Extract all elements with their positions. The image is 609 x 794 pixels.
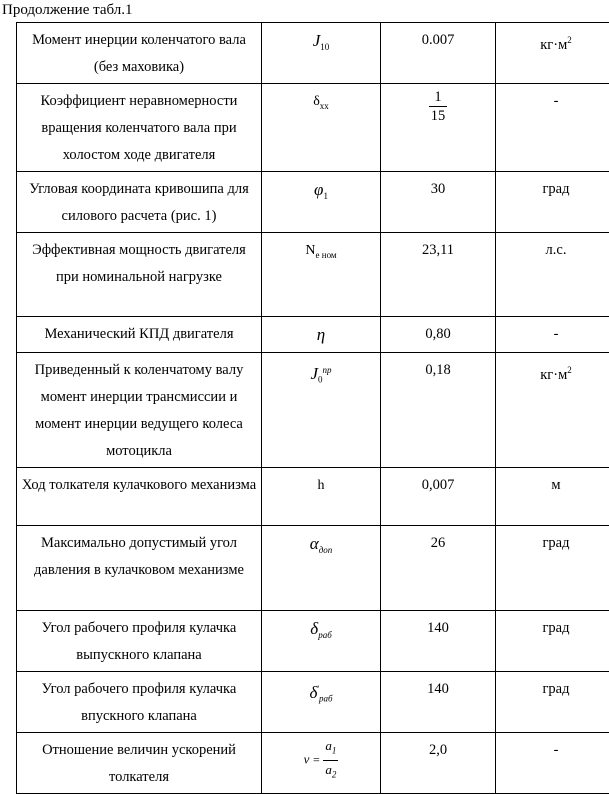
param-symbol: $\delta'_{раб}$ xyxy=(262,672,381,733)
param-unit: град xyxy=(496,611,609,672)
param-symbol: $\delta_{хх}$ xyxy=(262,84,381,172)
param-symbol: $\alpha_{доп}$ xyxy=(262,526,381,611)
param-unit: - xyxy=(496,317,609,353)
param-value xyxy=(381,84,496,172)
param-value: 23,11 xyxy=(381,233,496,317)
param-name: Приведенный к коленчатому валу момент инерции трансмиссии и момент инерции ведущего колеса мотоцикла xyxy=(17,353,262,468)
param-value: 2,0 xyxy=(381,733,496,794)
param-value: 0,80 xyxy=(381,317,496,353)
value-fraction: $\frac{1}{15}$ xyxy=(429,88,448,125)
param-name: Ход толкателя кулачкового механизма xyxy=(17,468,262,526)
param-symbol: h xyxy=(262,468,381,526)
param-name: Коэффициент неравномерности вращения коленчатого вала при холостом ходе двигателя xyxy=(17,84,262,172)
param-value: 0,007 xyxy=(381,468,496,526)
param-unit: - xyxy=(496,733,609,794)
param-unit: - xyxy=(496,84,609,172)
param-name: Максимально допустимый угол давления в кулачковом механизме xyxy=(17,526,262,611)
param-unit: л.с. xyxy=(496,233,609,317)
table-row xyxy=(17,172,609,233)
table-row xyxy=(17,23,609,84)
param-name: Отношение величин ускорений толкателя xyxy=(17,733,262,794)
param-value: 0.007 xyxy=(381,23,496,84)
param-symbol: ν = $\frac{a_1}{a_2}$ xyxy=(262,733,381,794)
param-value: 30 xyxy=(381,172,496,233)
param-symbol: $J_0^{пр}$ xyxy=(262,353,381,468)
table-row xyxy=(17,468,609,526)
table-row xyxy=(17,233,609,317)
param-name: Механический КПД двигателя xyxy=(17,317,262,353)
param-unit: град xyxy=(496,672,609,733)
param-name: Угол рабочего профиля кулачка впускного клапана xyxy=(17,672,262,733)
parameters-table xyxy=(16,22,609,794)
param-symbol: $\delta_{раб}$ xyxy=(262,611,381,672)
table-row xyxy=(17,733,609,794)
table-caption: Продолжение табл.1 xyxy=(2,2,133,19)
table-row xyxy=(17,672,609,733)
param-name: Угол рабочего профиля кулачка выпускного клапана xyxy=(17,611,262,672)
param-name: Угловая координата кривошипа для силового расчета (рис. 1) xyxy=(17,172,262,233)
param-value: 140 xyxy=(381,611,496,672)
table-row xyxy=(17,353,609,468)
param-unit: град xyxy=(496,526,609,611)
param-unit: $кг\cdot м^2$ xyxy=(496,23,609,84)
param-value: 26 xyxy=(381,526,496,611)
param-symbol: $\varphi_1$ xyxy=(262,172,381,233)
param-value: 140 xyxy=(381,672,496,733)
table-row xyxy=(17,317,609,353)
param-name: Эффективная мощность двигателя при номинальной нагрузке xyxy=(17,233,262,317)
table-row xyxy=(17,526,609,611)
symbol-fraction: $\frac{a_1}{a_2}$ xyxy=(323,737,338,783)
param-name: Момент инерции коленчатого вала (без маховика) xyxy=(17,23,262,84)
param-symbol: $N_{е ном}$ xyxy=(262,233,381,317)
table-row xyxy=(17,84,609,172)
param-unit: $кг\cdot м^2$ xyxy=(496,353,609,468)
param-value: 0,18 xyxy=(381,353,496,468)
param-symbol: η xyxy=(262,317,381,353)
param-symbol: $J_{10}$ xyxy=(262,23,381,84)
param-unit: м xyxy=(496,468,609,526)
param-unit: град xyxy=(496,172,609,233)
table-row xyxy=(17,611,609,672)
